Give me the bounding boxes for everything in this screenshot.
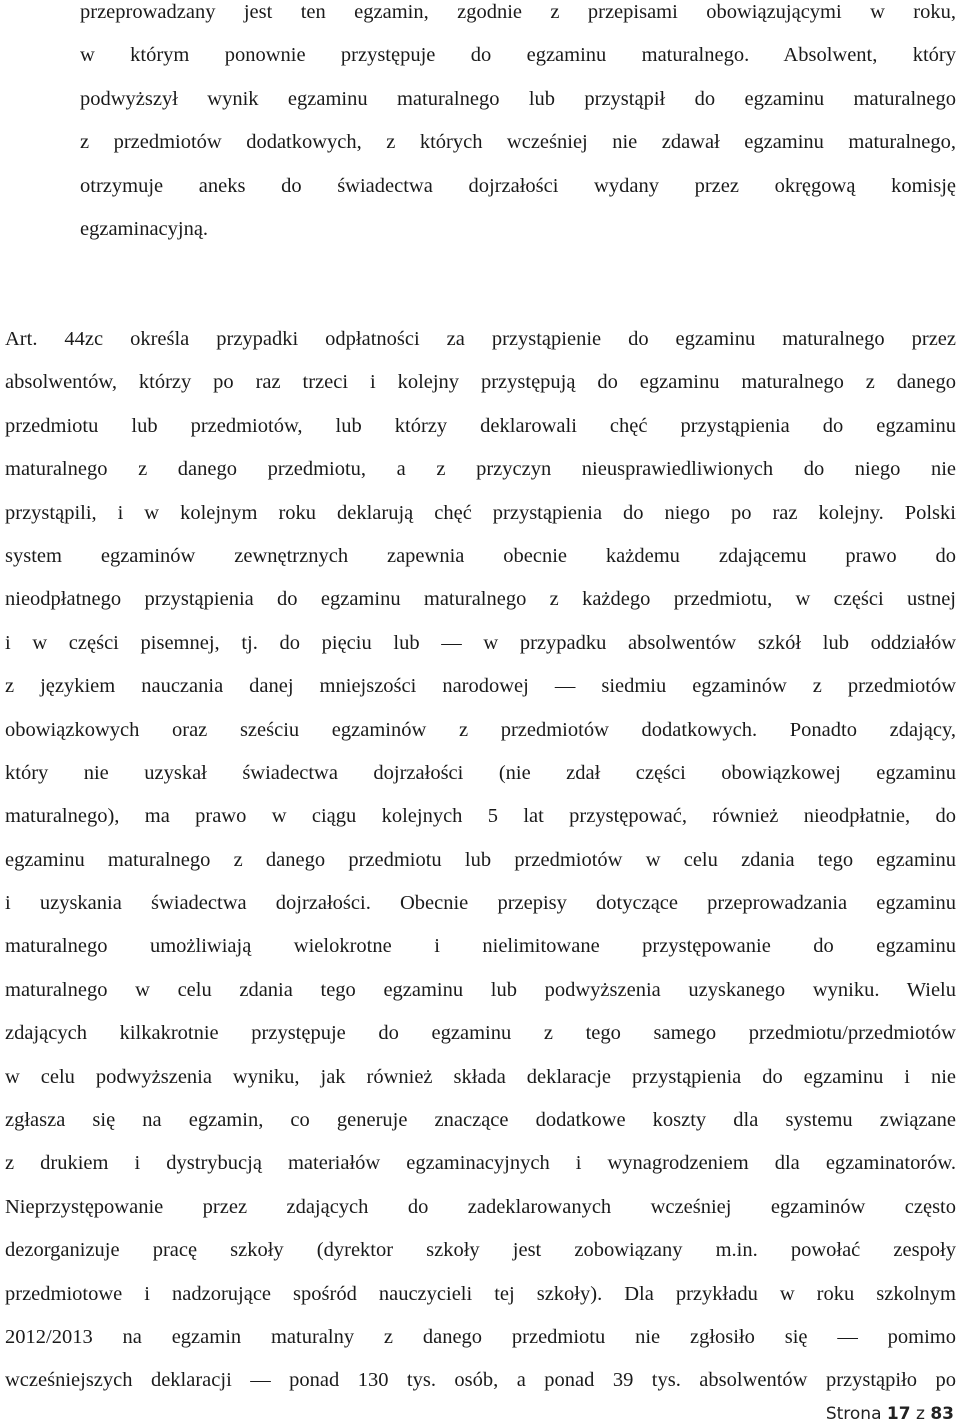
text-line: Art. 44zc określa przypadki odpłatności za przystąpienie do egzaminu maturalnego przez <box>5 328 956 350</box>
text-line: maturalnego z danego przedmiotu, a z przyczyn nieusprawiedliwionych do niego nie <box>5 458 956 481</box>
text-line: egzaminu maturalnego z danego przedmiotu lub przedmiotów w celu zdania tego egzaminu <box>5 848 956 871</box>
page-of-label: z <box>915 1404 925 1424</box>
text-line: egzaminacyjną. <box>80 217 209 240</box>
text-line: maturalnego w celu zdania tego egzaminu lub podwyższenia uzyskanego wyniku. Wielu <box>5 978 956 1001</box>
text-line: obowiązkowych oraz sześciu egzaminów z przedmiotów dodatkowych. Ponadto zdający, <box>5 718 956 741</box>
text-line: z przedmiotów dodatkowych, z których wcześniej nie zdawał egzaminu maturalnego, <box>80 131 956 154</box>
text-line: absolwentów, którzy po raz trzeci i kolejny przystępują do egzaminu maturalnego z danego <box>5 371 956 394</box>
page-number: 17 <box>886 1404 911 1424</box>
text-line: Nieprzystępowanie przez zdających do zadeklarowanych wcześniej egzaminów często <box>5 1195 956 1218</box>
text-line: otrzymuje aneks do świadectwa dojrzałości wydany przez okręgową komisję <box>80 174 956 197</box>
text-line: maturalnego umożliwiają wielokrotne i nielimitowane przystępowanie do egzaminu <box>5 935 956 958</box>
page-label: Strona <box>825 1404 882 1424</box>
text-line: zgłasza się na egzamin, co generuje znaczące dodatkowe koszty dla systemu związane <box>5 1109 956 1132</box>
page-total: 83 <box>930 1404 954 1424</box>
text-line: przeprowadzany jest ten egzamin, zgodnie z przepisami obowiązującymi w roku, <box>80 1 956 23</box>
text-line: który nie uzyskał świadectwa dojrzałości (nie zdał części obowiązkowej egzaminu <box>5 761 956 784</box>
text-line: przedmiotowe i nadzorujące spośród nauczycieli tej szkoły). Dla przykładu w roku szkolnym <box>5 1282 956 1305</box>
text-line: w którym ponownie przystępuje do egzaminu maturalnego. Absolwent, który <box>80 44 956 67</box>
text-line: z językiem nauczania danej mniejszości narodowej — siedmiu egzaminów z przedmiotów <box>5 675 956 698</box>
text-line: zdających kilkakrotnie przystępuje do egzaminu z tego samego przedmiotu/przedmiotów <box>5 1022 956 1045</box>
text-line: i uzyskania świadectwa dojrzałości. Obecnie przepisy dotyczące przeprowadzania egzaminu <box>5 892 956 915</box>
paragraph-1 <box>80 0 956 251</box>
text-line: przystąpili, i w kolejnym roku deklarują chęć przystąpienia do niego po raz kolejny. Polski <box>5 501 956 524</box>
text-line: nieodpłatnego przystąpienia do egzaminu maturalnego z każdego przedmiotu, w części ustnej <box>5 588 956 611</box>
text-line: podwyższył wynik egzaminu maturalnego lub przystąpił do egzaminu maturalnego <box>80 87 956 110</box>
paragraph-2 <box>5 318 956 1403</box>
page-footer <box>826 1404 954 1424</box>
text-line: system egzaminów zewnętrznych zapewnia obecnie każdemu zdającemu prawo do <box>5 544 956 567</box>
text-line: 2012/2013 na egzamin maturalny z danego przedmiotu nie zgłosiło się — pomimo <box>5 1325 956 1348</box>
text-line: wcześniejszych deklaracji — ponad 130 tys. osób, a ponad 39 tys. absolwentów przystąpiło po <box>5 1369 956 1392</box>
text-line: i w części pisemnej, tj. do pięciu lub — w przypadku absolwentów szkół lub oddziałów <box>5 631 956 654</box>
text-line: maturalnego), ma prawo w ciągu kolejnych 5 lat przystępować, również nieodpłatnie, do <box>5 805 956 828</box>
text-line: przedmiotu lub przedmiotów, lub którzy deklarowali chęć przystąpienia do egzaminu <box>5 414 956 437</box>
text-line: w celu podwyższenia wyniku, jak również składa deklaracje przystąpienia do egzaminu i nie <box>5 1065 956 1088</box>
text-line: dezorganizuje pracę szkoły (dyrektor szkoły jest zobowiązany m.in. powołać zespoły <box>5 1239 956 1262</box>
text-line: z drukiem i dystrybucją materiałów egzaminacyjnych i wynagrodzeniem dla egzaminatorów. <box>5 1152 956 1175</box>
